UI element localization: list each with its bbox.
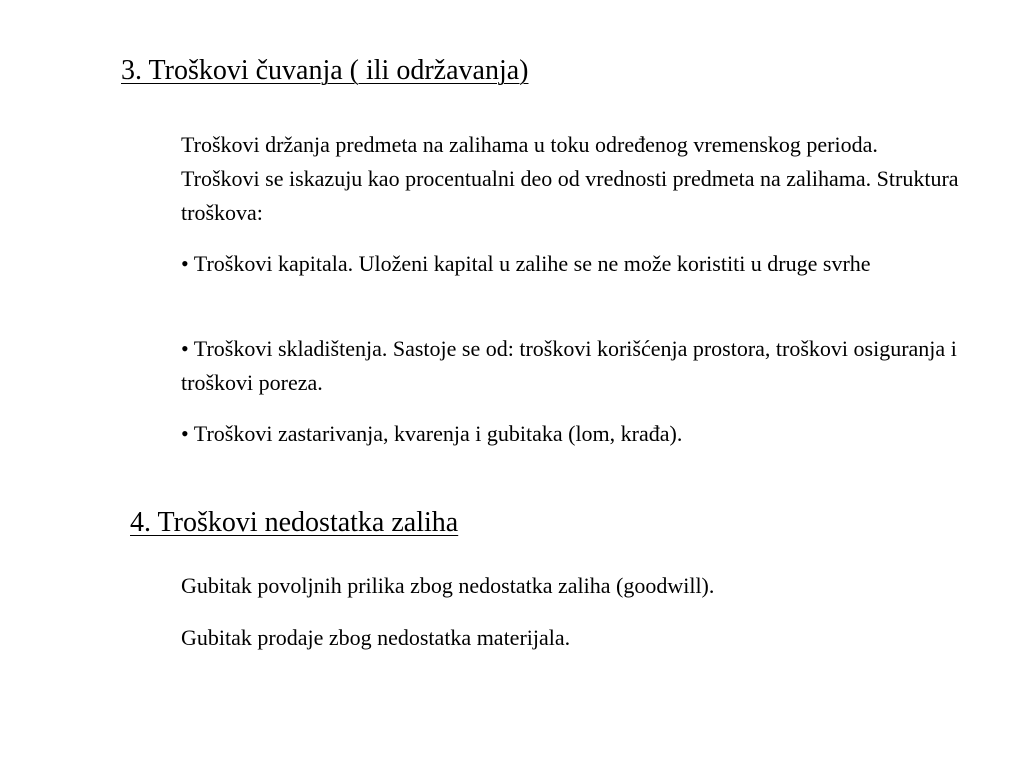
bullet-capital-costs: • Troškovi kapitala. Uloženi kapital u zalihe se ne može koristiti u druge svrhe bbox=[181, 251, 871, 276]
section-4-paragraph-goodwill: Gubitak povoljnih prilika zbog nedostatka zaliha (goodwill). bbox=[181, 573, 715, 598]
section-3-heading: 3. Troškovi čuvanja ( ili održavanja) bbox=[121, 55, 529, 86]
section-4-paragraph-lost-sales: Gubitak prodaje zbog nedostatka materijala. bbox=[181, 625, 571, 650]
bullet-storage-costs: • Troškovi skladištenja. Sastoje se od: troškovi korišćenja prostora, troškovi osiguranja i troškovi poreza. bbox=[181, 336, 957, 395]
bullet-obsolescence-costs: • Troškovi zastarivanja, kvarenja i gubitaka (lom, krađa). bbox=[181, 421, 683, 446]
section-3-intro-paragraph: Troškovi držanja predmeta na zalihama u toku određenog vremenskog perioda. Troškovi se iskazuju kao procentualni deo od vrednosti predmeta na zalihama. Struktura troškova: bbox=[181, 132, 959, 225]
section-4-heading: 4. Troškovi nedostatka zaliha bbox=[130, 507, 459, 538]
